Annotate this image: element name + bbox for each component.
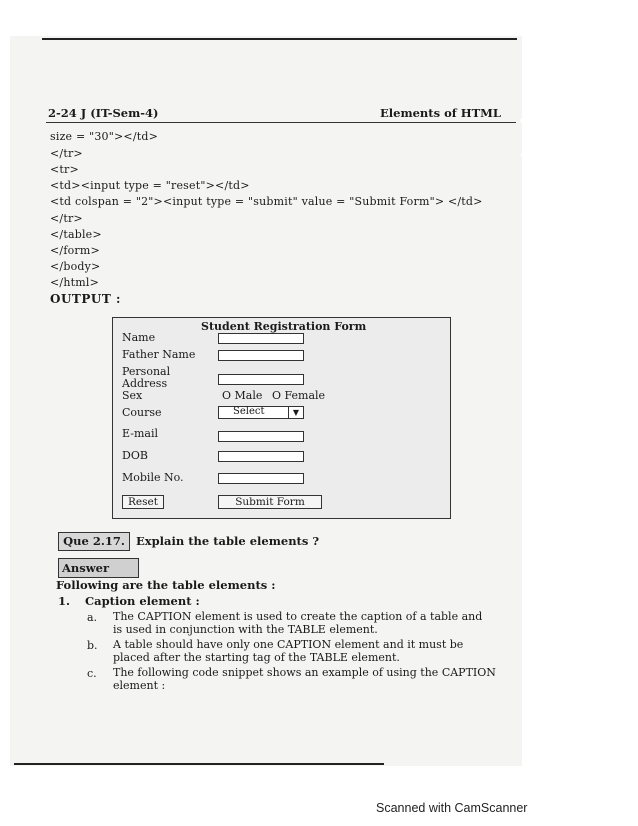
personal-address-label-line1: Personal [122,365,171,378]
male-radio[interactable]: O Male [222,389,263,402]
code-line: </table> [50,228,102,241]
code-line: </body> [50,260,101,273]
father-name-input[interactable] [218,350,304,361]
item-line: The following code snippet shows an example of using the CAPTION [113,666,496,679]
submit-form-button[interactable]: Submit Form [218,495,322,509]
question-number: Que 2.17. [58,532,130,551]
output-label: OUTPUT : [50,292,121,306]
name-label: Name [122,331,156,344]
item-line: is used in conjunction with the TABLE element. [113,622,378,636]
answer-intro: Following are the table elements : [56,578,276,592]
email-input[interactable] [218,431,304,442]
reset-button[interactable]: Reset [122,495,164,509]
course-select-value: Select [233,406,265,417]
bottom-rule [14,763,384,765]
code-line: <td><input type = "reset"></td> [50,179,250,192]
item-text [113,611,513,636]
question-text: Explain the table elements ? [136,534,320,548]
mobile-input[interactable] [218,473,304,484]
female-radio[interactable]: O Female [272,389,326,402]
item-line: placed after the starting tag of the TABLE element. [113,650,400,664]
code-line: </tr> [50,212,83,225]
form-title: Student Registration Form [201,320,367,333]
mobile-label: Mobile No. [122,471,184,484]
dob-label: DOB [122,449,148,462]
camscanner-watermark: Scanned with CamScanner [376,801,528,815]
dob-input[interactable] [218,451,304,462]
item-letter: c. [87,667,97,680]
section-number: 1. [58,594,71,608]
item-letter: b. [87,639,98,652]
code-line: <tr> [50,163,79,176]
answer-label: Answer [58,558,139,578]
personal-address-label-line2: Address [122,377,168,390]
name-input[interactable] [218,333,304,344]
code-line: </form> [50,244,100,257]
email-label: E-mail [122,427,158,440]
course-select[interactable] [218,406,304,419]
top-rule [42,38,517,40]
code-line: </html> [50,276,99,289]
item-text [113,667,513,692]
item-letter: a. [87,611,98,624]
course-label: Course [122,406,162,419]
code-line: </tr> [50,147,83,160]
code-line: <td colspan = "2"><input type = "submit" value = "Submit Form"> </td> [50,195,483,208]
dropdown-arrow-icon: ▼ [288,407,303,418]
item-line: element : [113,678,166,692]
page-header-left: 2-24 J (IT-Sem-4) [48,106,159,120]
page-header-right: Elements of HTML [380,106,501,120]
code-line: size = "30"></td> [50,130,159,143]
section-title: Caption element : [85,594,200,608]
item-line: A table should have only one CAPTION element and it must be [113,638,464,651]
father-name-label: Father Name [122,348,196,361]
torn-page-edge [520,36,638,156]
item-text [113,639,513,664]
header-rule [46,122,516,123]
sex-label: Sex [122,389,143,402]
personal-address-input[interactable] [218,374,304,385]
item-line: The CAPTION element is used to create the caption of a table and [113,610,483,623]
